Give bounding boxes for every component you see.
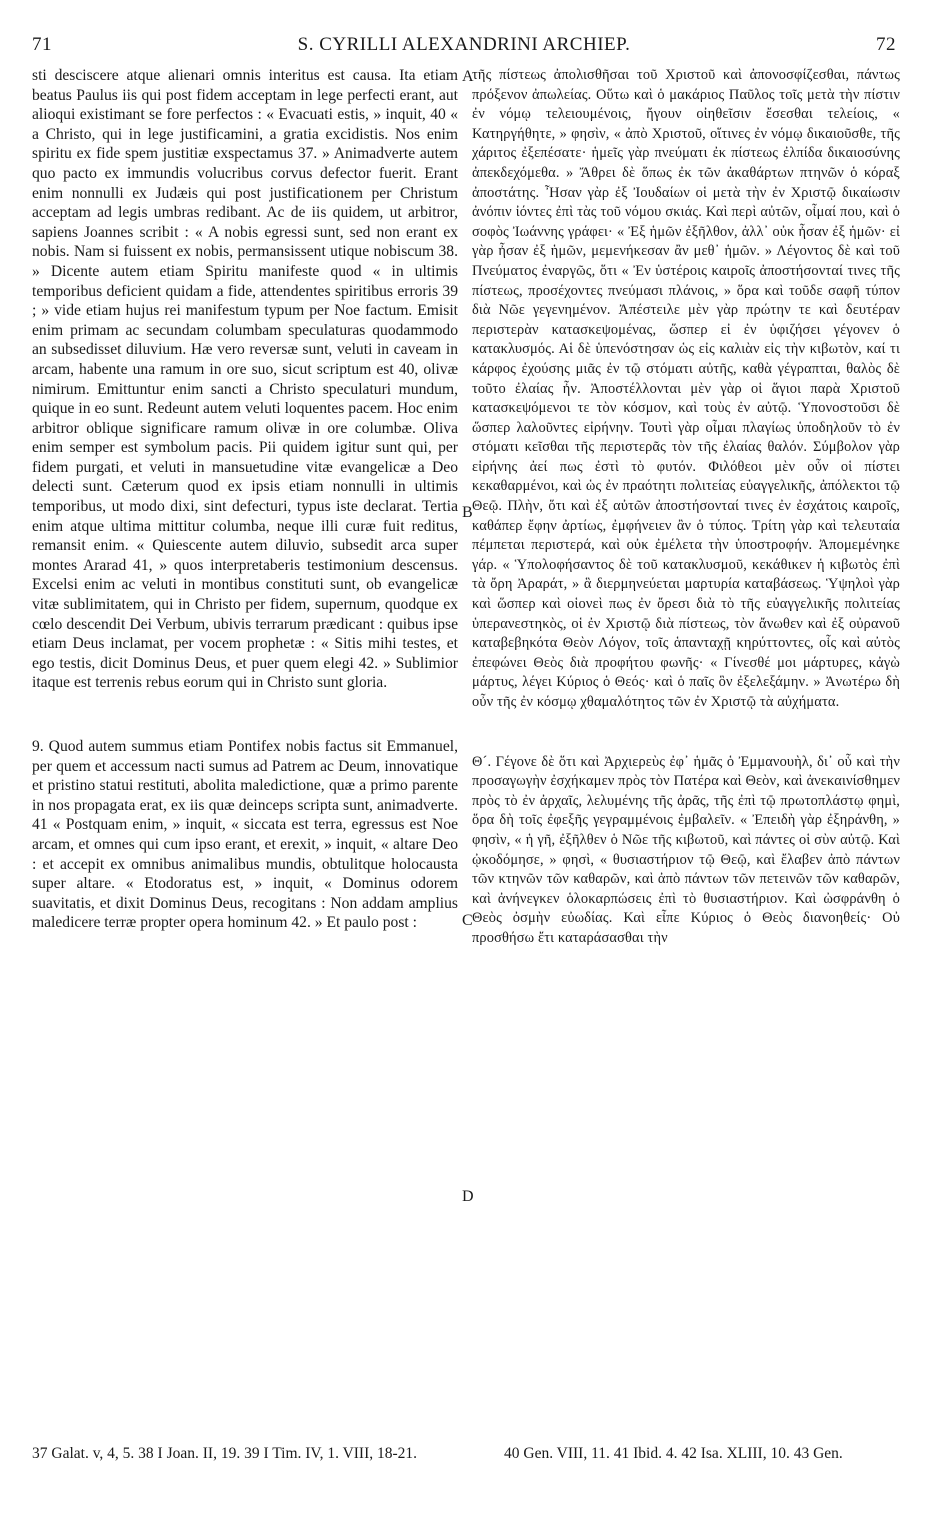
greek-paragraph-1: τῆς πίστεως ἀπολισθῆσαι τοῦ Χριστοῦ καὶ ἀπονοσφίζεσθαι, πάντως πρόξενον ἀπωλείας. Οὕτω καὶ ὁ μακάριος Παῦλος τοῖς μετὰ τὴν πίστιν ἐν νόμῳ τελειουμένοις, ἤγουν οἰηθεῖσιν ἔσεσθαι τελείοις, « Κατηργήθητε, » φησὶν, « ἀπὸ Χριστοῦ, οἵτινες ἐν νόμῳ δικαιοῦσθε, τῆς χάριτος ἐξεπέσατε· ἡμεῖς γὰρ πνεύματι ἐκ πίστεως ἐλπίδα δικαιοσύνης ἀπεκδεχόμεθα. » Ἄθρει δὲ ὅπως ἐκ τῶν ἀκαθάρτων πτηνῶν ὁ κόραξ ἀποστάτης. Ἦσαν γὰρ ἐξ Ἰουδαίων οἱ μετὰ τὴν ἐν Χριστῷ δικαίωσιν ἀνόπιν ἰόντες ἐπὶ τὰς τοῦ νόμου σκιάς. Καὶ περὶ αὐτῶν, οἶμαί που, καὶ ὁ σοφὸς Ἰωάννης γράφει· « Ἐξ ἡμῶν ἐξῆλθον, ἀλλ᾽ οὐκ ἦσαν ἐξ ἡμῶν· εἰ γὰρ ἦσαν ἐξ ἡμῶν, μεμενήκεσαν ἂν μεθ᾽ ἡμῶν. » Λέγοντος δὲ καὶ τοῦ Πνεύματος ἐναργῶς, ὅτι « Ἐν ὑστέροις καιροῖς ἀποστήσονταί τινες τῆς πίστεως, προσέχοντες πνεύμασι πλάνοις, » ὅρα καὶ τοῦδε σαφῆ τύπον διὰ Νῶε γεγενημένον. Ἀπέστειλε μὲν γὰρ πρώτην τε καὶ δευτέραν περιστερὰν κατασκεψομένας, ὥσπερ εἰ ἐν ὑφιζήσει γέγονεν ὁ κατακλυσμός. Αἱ δὲ ὑπενόστησαν ὡς εἰς καλιὰν εἰς τὴν κιβωτὸν, καί τι κάρφος ἐχούσης μιᾶς ἐν τῷ στόματι αὐτῆς, καθὰ γέγραπται, θαλὸς δὲ τοῦτο ἐλαίας ἦν. Ἀποστέλλονται μὲν γὰρ οἱ ἅγιοι παρὰ Χριστοῦ κατασκεψόμενοι τε τὸν κόσμον, καὶ τοὺς ἐν αὐτῷ. Ὑπονοστοῦσι δὲ ὥσπερ λαλοῦντες εἰρήνην. Τουτὶ γὰρ οἶμαι πλαγίως ὑποδηλοῦν τὸ ἐν στόματι κεῖσθαι τῆς περιστερᾶς τὸν τῆς ἐλαίας θαλόν. Σύμβολον γὰρ εἰρήνης ἀεί πως ἐστὶ τὸ φυτόν. Φιλόθεοι μὲν οὖν οἱ πίστει κεκαθαρμένοι, καὶ ὡς ἐν πραότητι πολιτείας εὐαγγελικῆς, ἀπόλεκτοι τῷ Θεῷ. Πλὴν, ὅτι καὶ ἐξ αὐτῶν ἀποστήσονταί τινες ἐν ἐσχάτοις καιροῖς, καθάπερ ἔφην ἀρτίως, ἐμφήνειεν ἂν ὁ τύπος. Τρίτη γὰρ καὶ τελευταία πέμπεται περιστερά, καὶ οὐκ ἐμέλετα τὴν ὑποστροφήν. Ἀπομεμένηκε γάρ. « Ὑπολοφήσαντος δὲ τοῦ κατακλυσμοῦ, κεκάθικεν ἡ κιβωτὸς ἐπὶ τὰ ὄρη Ἀραράτ, » ἃ διερμηνεύεται μαρτυρία καταβάσεως. Ὑψηλοὶ γὰρ καὶ ὥσπερ καὶ οἱονεὶ πως ἐν ὄρεσι διὰ τὸ τῆς εὐαγγελικῆς πολιτείας ὑπερανεστηκὸς, οἱ ἐν Χριστῷ διὰ πίστεως, τὸν ἄνωθεν καὶ ἐξ οὐρανοῦ καταβεβηκότα Θεὸν Λόγον, τοῖς ἁπανταχῇ κηρύττοντες, οἷς καὶ αὐτὸς ἐπεφώνει Θεὸς διὰ προφήτου φωνῆς· « Γίνεσθέ μοι μάρτυρες, κἀγὼ μάρτυς, λέγει Κύριος ὁ Θεός· καὶ ὁ παῖς ὃν ἐξελεξάμην. » Ἀνωτέρω δὴ οὖν τῆς ἐν κόσμῳ χθαμαλότητος τῶν ἐν Χριστῷ τὰ αὐχήματα. [472, 67, 900, 710]
latin-column [32, 66, 458, 933]
margin-letter-b: B [462, 504, 473, 521]
greek-paragraph-2: Θ´. Γέγονε δὲ ὅτι καὶ Ἀρχιερεὺς ἐφ᾽ ἡμᾶς ὁ Ἐμμανουὴλ, δι᾽ οὗ καὶ τὴν προσαγωγὴν ἐσχήκαμεν πρὸς τὸν Πατέρα καὶ Θεὸν, καὶ ἀνεκαινίσθημεν πρὸς τὸ ἐν ἀρχαῖς, λελυμένης τῆς ἀρᾶς, τῆς ἐπὶ τῷ πρωτοπλάστῳ φημὶ, ὅρα δὴ τοῖς ἐφεξῆς γεγραμμένοις ἐμβαλεῖν. « Ἐπειδὴ γὰρ ἐξηράνθη, » φησὶν, « ἡ γῆ, ἐξῆλθεν ὁ Νῶε τῆς κιβωτοῦ, καὶ πάντες οἱ σὺν αὐτῷ. Καὶ ᾠκοδόμησε, » φησὶ, « θυσιαστήριον τῷ Θεῷ, καὶ ἔλαβεν ἀπὸ πάντων τῶν κτηνῶν τῶν καθαρῶν, καὶ ἀπὸ πάντων τῶν πετεινῶν τῶν καθαρῶν, καὶ ἀνήνεγκεν ὁλοκαρπώσεις ἐπὶ τὸ θυσιαστήριον. Καὶ ὠσφράνθη ὁ Θεὸς ὀσμὴν εὐωδίας. Καὶ εἶπε Κύριος ὁ Θεὸς διανοηθείς· Οὐ προσθήσω ἔτι καταράσασθαι τὴν [472, 753, 900, 946]
latin-paragraph-1: sti desciscere atque alienari omnis interitus est causa. Ita etiam beatus Paulus iis qui post fidem acceptam in lege perfecti erant, aut alioqui existimant se fore perfectos : « Evacuati estis, » inquit, 40 « a Christo, qui in lege justificamini, a gratia excidistis. Nos enim spiritu ex fide spem justitiæ exspectamus 37. » Animadverte autem quo pacto ex immundis volucribus corvus defector fuerit. Erant enim nonnulli ex Judæis qui post justificationem per Christum acceptam ad legis umbras redibant. Ac de iis quidem, ut arbitror, sapiens Joannes scribit : « A nobis egressi sunt, sed non erant ex nobis. Nam si fuissent ex nobis, permansissent utique nobiscum 38. » Dicente autem etiam Spiritu manifeste quod « in ultimis temporibus deficient quidam a fide, attendentes spiritibus erroris 39 ; » vide etiam hujus rei manifestum typum per Noe factum. Emisit enim primam ac secundam columbam speculaturas quodammodo an subsedisset diluvium. Hæ vero reversæ sunt, veluti in caveam in arcam, habente una ramum in ore suo, sicut scriptum est 40, olivæ nimirum. Emittuntur enim sancti a Christo speculaturi mundum, quique in eo sunt. Redeunt autem veluti loquentes pacem. Hoc enim arbitror oblique significare ramum olivæ in ore columbæ. Oliva enim semper est symbolum pacis. Pii quidem igitur sunt qui, per fidem purgati, et veluti in mansuetudine vitæ evangelicæ a Deo delecti sunt. Cæterum quod ex ipsis etiam nonnulli in ultimis temporibus, ut modo dixi, sint defecturi, typus iste declarat. Tertia enim atque ultima mittitur columba, neque illi curæ fuit reditus, remansit enim. « Quiescente autem diluvio, subsedit arca super montes Ararad 41, » quos interpretaberis testimonium descensus. Excelsi enim ac veluti in montibus constituti sunt, ob evangelicæ vitæ sublimitatem, qui in Christo per fidem, supernum, quodque ex cœlo descendit Dei Verbum, ubivis terrarum prædicant : quibus ipse etiam Deus inclamat, per vocem prophetæ : « Sitis mihi testes, et ego testis, dicit Dominus Deus, et puer quem elegi 42. » Sublimior itaque est terrenis rebus eorum qui in Christo sunt gloria. [32, 67, 458, 692]
margin-letter-d: D [462, 1188, 474, 1205]
margin-letter-c: C [462, 912, 473, 929]
running-header [32, 34, 896, 60]
latin-paragraph-2: 9. Quod autem summus etiam Pontifex nobis factus sit Emmanuel, per quem et accessum nacti sumus ad Patrem ac Deum, innovatique et pristino statui restituti, abolita maledictione, quæ a primo parente in nos propagata erat, ex iis quæ deinceps scripta sunt, animadverte. 41 « Postquam enim, » inquit, « siccata est terra, egressus est Noe arcam, et omnes qui cum ipso erant, et erexit, » inquit, « altare Deo : et accepit ex omnibus animalibus mundis, obtulitque holocausta super altare. « Etodoratus est, » inquit, « Dominus odorem suavitatis, et dixit Dominus Deus, recogitans : Non addam amplius maledicere terræ propter opera hominum 42. » Et paulo post : [32, 738, 458, 932]
footnotes-left: 37 Galat. v, 4, 5. 38 I Joan. II, 19. 39 I Tim. IV, 1. VIII, 18-21. [32, 1445, 418, 1462]
page-number-left: 71 [32, 34, 52, 55]
greek-column [472, 66, 900, 949]
page-number-right: 72 [876, 34, 896, 55]
margin-letter-a: A [462, 68, 474, 85]
running-title: S. CYRILLI ALEXANDRINI ARCHIEP. [297, 34, 631, 55]
footnotes-right: 40 Gen. VIII, 11. 41 Ibid. 4. 42 Isa. XLIII, 10. 43 Gen. [504, 1445, 843, 1462]
